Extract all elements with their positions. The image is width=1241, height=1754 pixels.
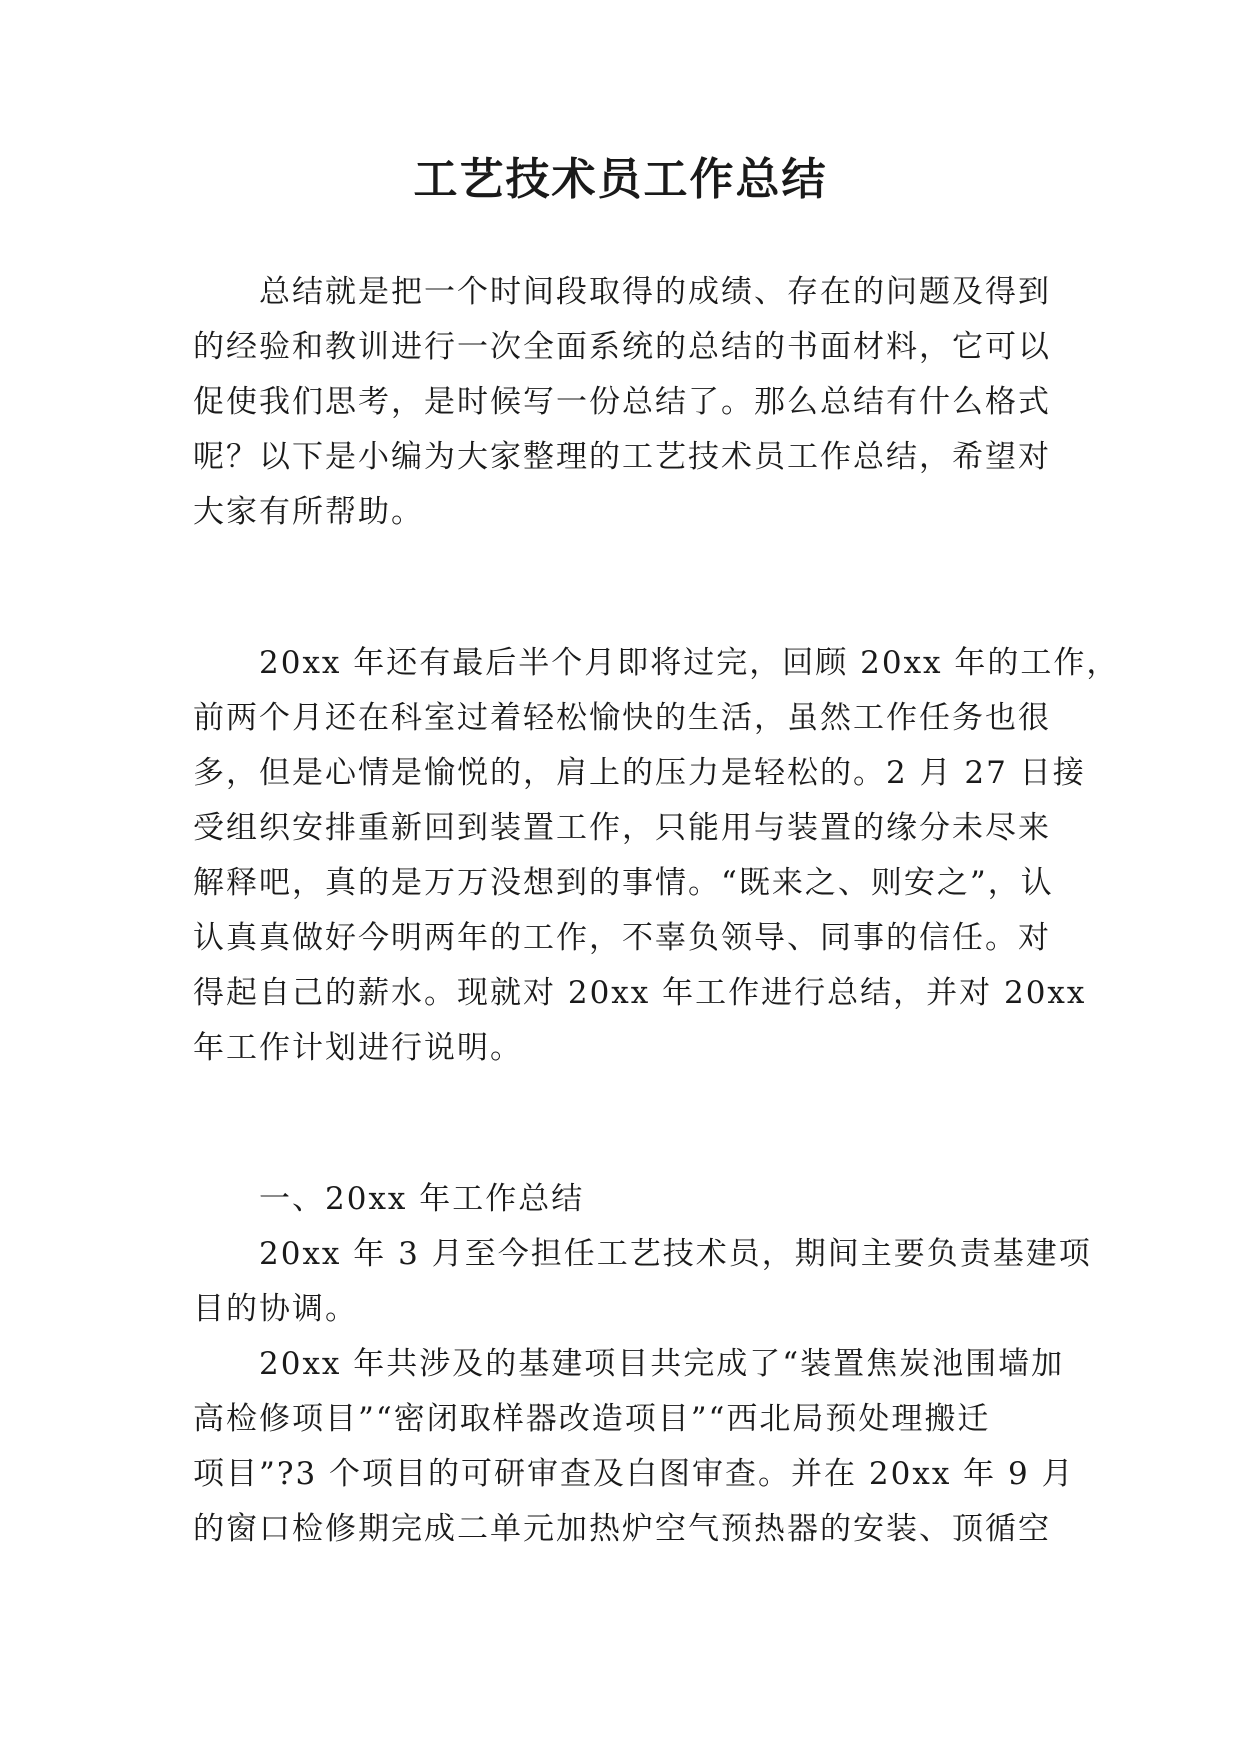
review-line-5: 解释吧，真的是万万没想到的事情。“既来之、则安之”，认 [193, 865, 1054, 901]
review-line-4: 受组织安排重新回到装置工作，只能用与装置的缘分未尽来 [193, 810, 1051, 846]
projects-line-1: 20xx 年共涉及的基建项目共完成了“装置焦炭池围墙加 [259, 1346, 1065, 1382]
review-line-6: 认真真做好今明两年的工作，不辜负领导、同事的信任。对 [193, 920, 1051, 956]
intro-paragraph [193, 265, 1063, 540]
projects-line-2: 高检修项目”“密闭取样器改造项目”“西北局预处理搬迁 [193, 1401, 991, 1437]
paragraph-projects [193, 1337, 1075, 1557]
section-heading-block [193, 1172, 1063, 1227]
document-title: 工艺技术员工作总结 [413, 154, 828, 205]
review-line-2: 前两个月还在科室过着轻松愉快的生活，虽然工作任务也很 [193, 700, 1051, 736]
section-heading: 一、20xx 年工作总结 [259, 1181, 585, 1217]
paragraph-role [193, 1227, 1092, 1337]
review-line-3: 多，但是心情是愉悦的，肩上的压力是轻松的。2 月 27 日接 [193, 755, 1086, 791]
intro-line-5: 大家有所帮助。 [193, 494, 424, 530]
intro-line-4: 呢？以下是小编为大家整理的工艺技术员工作总结，希望对 [193, 439, 1051, 475]
review-line-8: 年工作计划进行说明。 [193, 1030, 523, 1066]
projects-line-4: 的窗口检修期完成二单元加热炉空气预热器的安装、顶循空 [193, 1511, 1051, 1547]
paragraph-review [193, 636, 1120, 1076]
intro-line-2: 的经验和教训进行一次全面系统的总结的书面材料，它可以 [193, 329, 1051, 365]
review-line-7: 得起自己的薪水。现就对 20xx 年工作进行总结，并对 20xx [193, 975, 1087, 1011]
intro-line-1: 总结就是把一个时间段取得的成绩、存在的问题及得到 [259, 274, 1051, 310]
intro-line-3: 促使我们思考，是时候写一份总结了。那么总结有什么格式 [193, 384, 1051, 420]
review-line-1: 20xx 年还有最后半个月即将过完，回顾 20xx 年的工作， [259, 645, 1120, 681]
role-line-1: 20xx 年 3 月至今担任工艺技术员，期间主要负责基建项 [259, 1236, 1092, 1272]
projects-line-3: 项目”?3 个项目的可研审查及白图审查。并在 20xx 年 9 月 [193, 1456, 1075, 1492]
role-line-2: 目的协调。 [193, 1291, 358, 1327]
